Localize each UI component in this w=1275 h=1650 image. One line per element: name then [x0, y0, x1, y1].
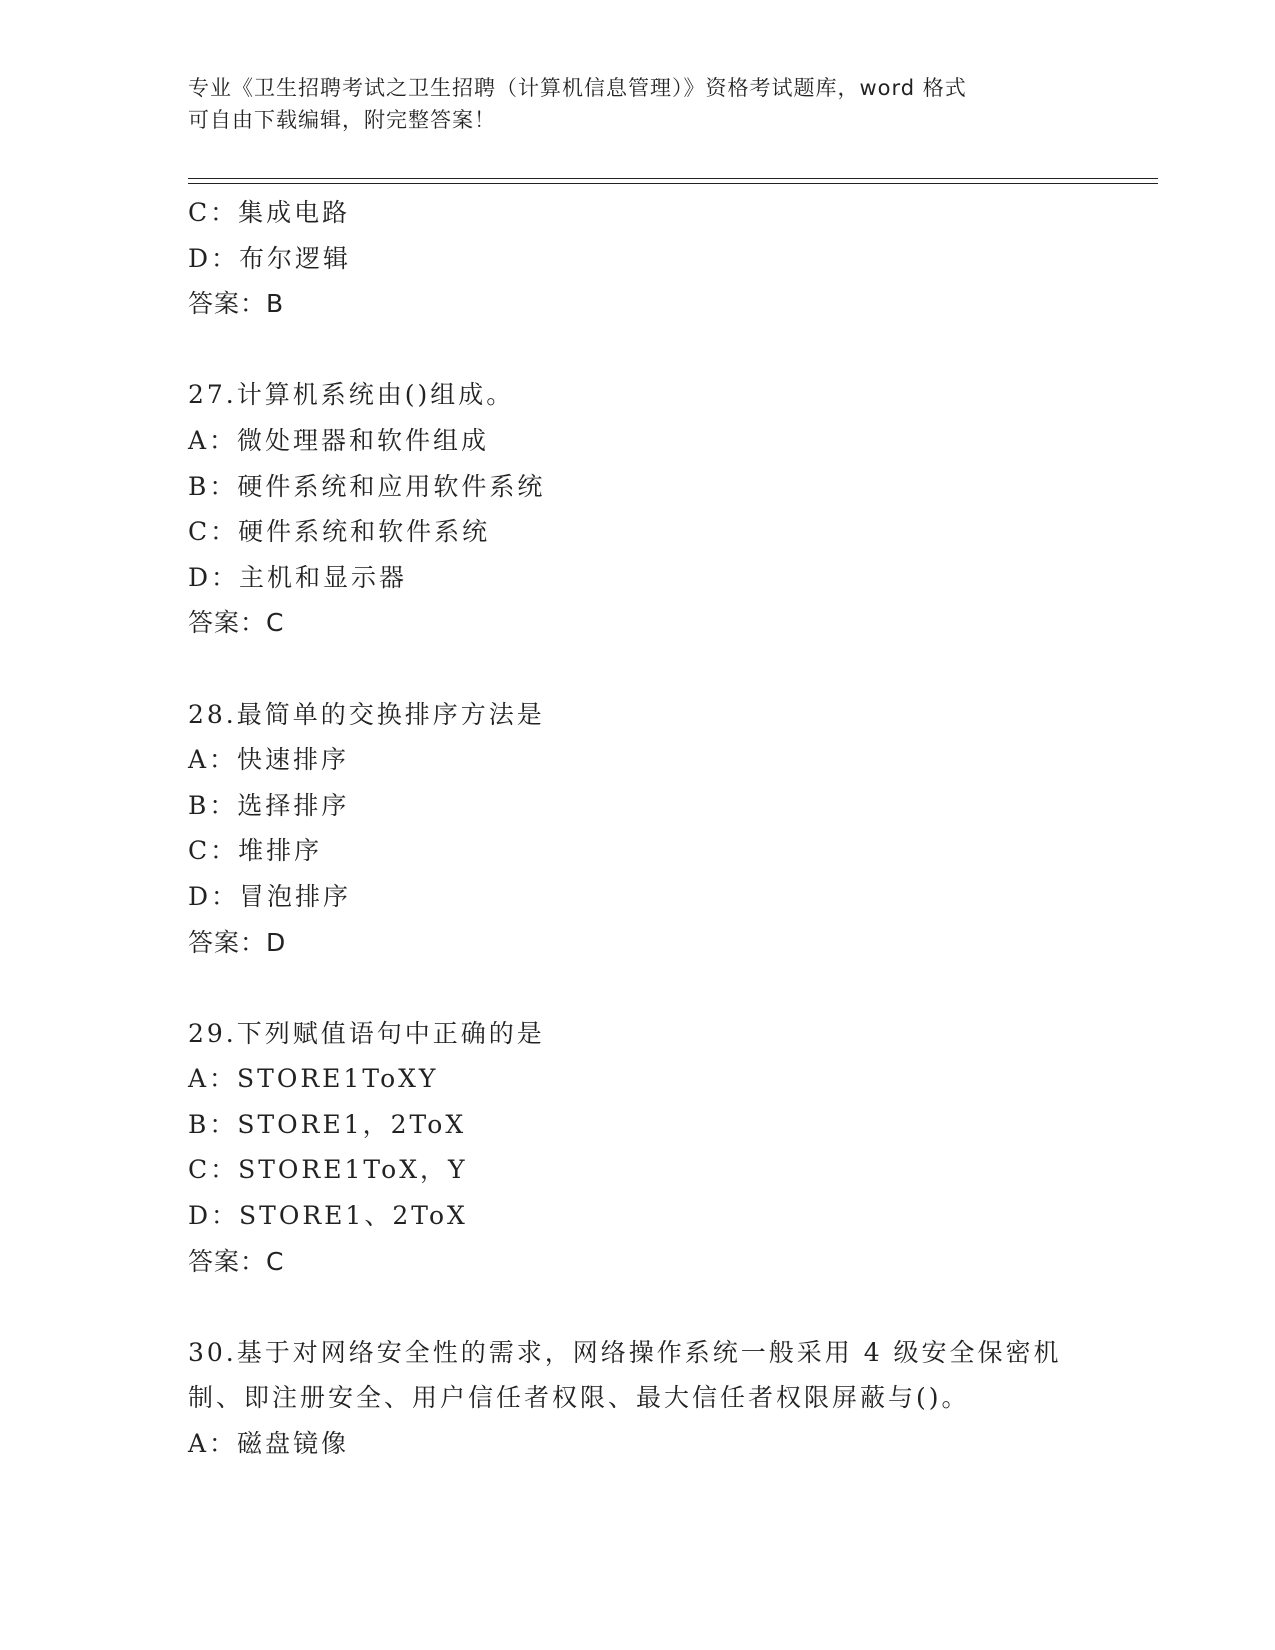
- option-c: C：硬件系统和软件系统: [188, 517, 491, 547]
- option-c: C：STORE1ToX，Y: [188, 1155, 468, 1185]
- document-header: [188, 72, 1068, 136]
- question-text: 27.计算机系统由()组成。: [188, 380, 515, 410]
- question-list: [188, 190, 1088, 1467]
- option-d: D：STORE1、2ToX: [188, 1201, 468, 1231]
- answer: 答案：C: [188, 608, 285, 638]
- header-line-2: 可自由下载编辑，附完整答案！: [188, 108, 496, 132]
- option-d: D：主机和显示器: [188, 562, 408, 592]
- question-text-line-2: 制、即注册安全、用户信任者权限、最大信任者权限屏蔽与()。: [188, 1383, 970, 1413]
- question-30: [188, 1330, 1088, 1467]
- option-d: D：冒泡排序: [188, 881, 352, 911]
- question-27: [188, 372, 1088, 646]
- option-c: C：堆排序: [188, 836, 323, 866]
- option-a: A：磁盘镜像: [188, 1429, 350, 1459]
- question-text-line-1: 30.基于对网络安全性的需求，网络操作系统一般采用 4 级安全保密机: [188, 1337, 1062, 1367]
- option-c: C：集成电路: [188, 198, 351, 227]
- spacer: [188, 965, 1088, 1011]
- option-b: B：硬件系统和应用软件系统: [188, 471, 546, 501]
- header-divider-bottom: [188, 183, 1158, 184]
- option-b: B：STORE1，2ToX: [188, 1109, 467, 1139]
- question-28: [188, 692, 1088, 966]
- option-d: D：布尔逻辑: [188, 243, 352, 273]
- question-text: 29.下列赋值语句中正确的是: [188, 1018, 545, 1048]
- spacer: [188, 646, 1088, 692]
- option-b: B：选择排序: [188, 790, 350, 820]
- answer: 答案：C: [188, 1246, 285, 1276]
- question-26: [188, 190, 1088, 327]
- option-a: A：微处理器和软件组成: [188, 425, 490, 455]
- option-a: A：快速排序: [188, 745, 350, 775]
- question-29: [188, 1011, 1088, 1285]
- answer: 答案：B: [188, 289, 285, 319]
- question-text: 28.最简单的交换排序方法是: [188, 699, 545, 729]
- spacer: [188, 1284, 1088, 1330]
- answer: 答案：D: [188, 927, 287, 957]
- option-a: A：STORE1ToXY: [188, 1064, 439, 1094]
- header-divider-top: [188, 178, 1158, 179]
- spacer: [188, 327, 1088, 373]
- header-line-1: 专业《卫生招聘考试之卫生招聘（计算机信息管理）》资格考试题库，word 格式: [188, 76, 967, 100]
